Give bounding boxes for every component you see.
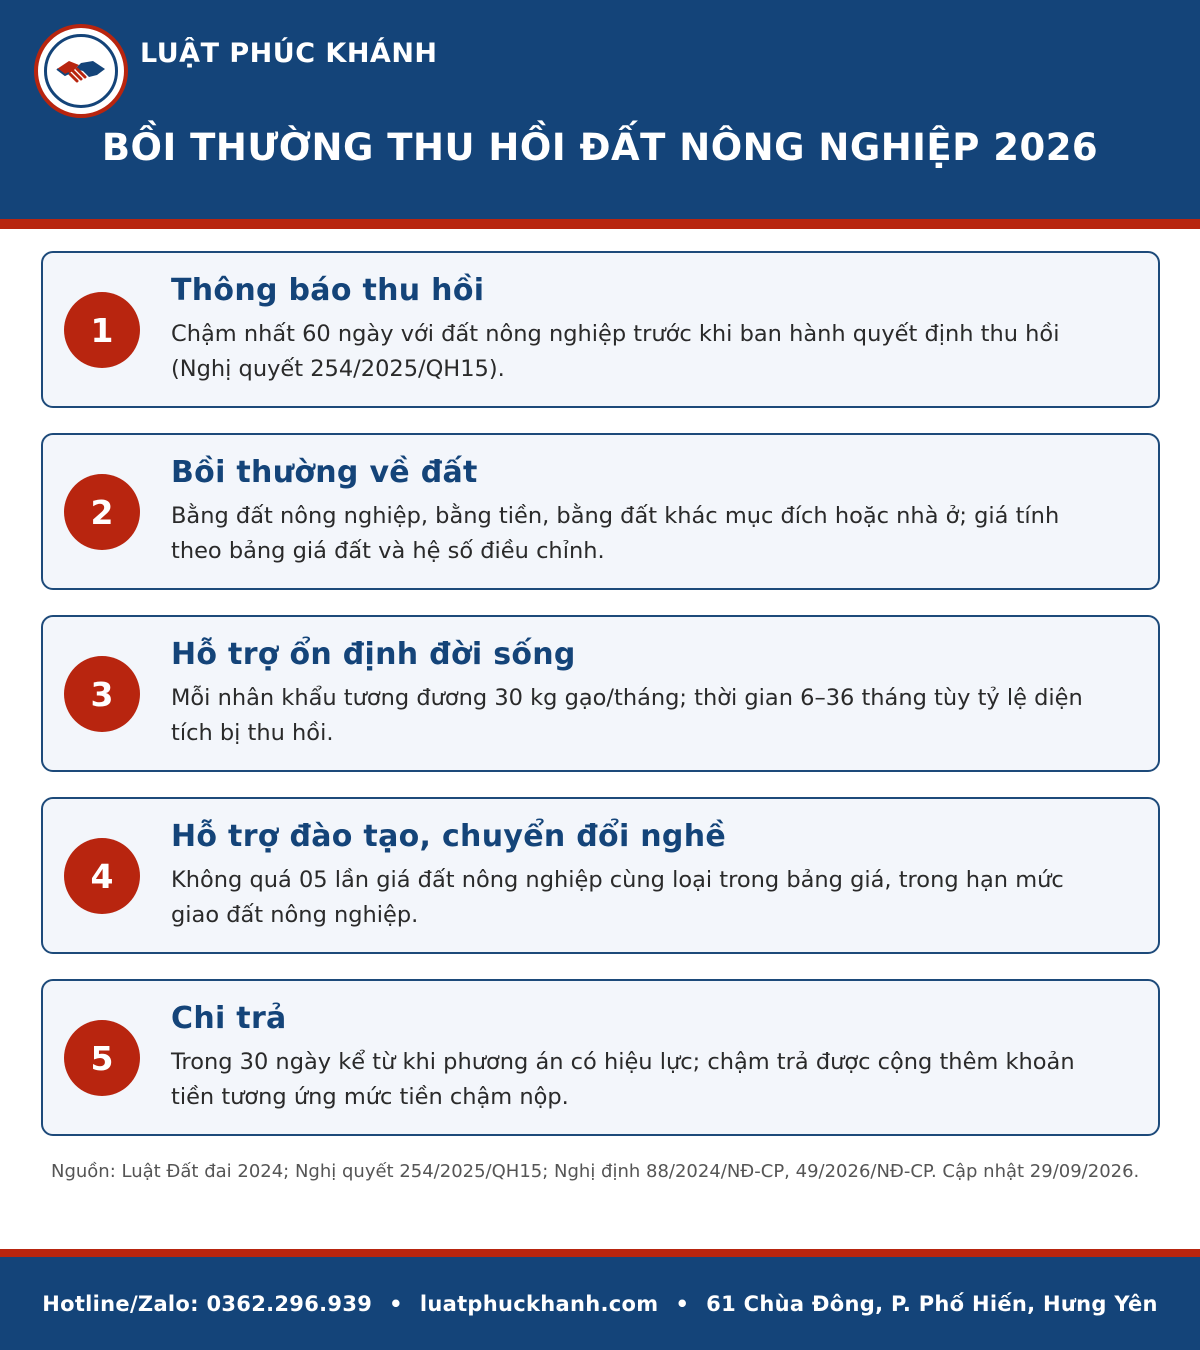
step-card-3 (41, 615, 1160, 772)
footer-separator: • (389, 1291, 403, 1316)
footer-hotline[interactable]: Hotline/Zalo: 0362.296.939 (42, 1291, 373, 1316)
handshake-icon (55, 53, 107, 89)
step-description: Mỗi nhân khẩu tương đương 30 kg gạo/tháng; thời gian 6–36 tháng tùy tỷ lệ diện tích bị thu hồi. (171, 685, 1083, 746)
logo-ring (44, 34, 118, 108)
step-description: Bằng đất nông nghiệp, bằng tiền, bằng đất khác mục đích hoặc nhà ở; giá tính theo bảng giá đất và hệ số điều chỉnh. (171, 503, 1060, 564)
page-title: BỒI THƯỜNG THU HỒI ĐẤT NÔNG NGHIỆP 2026 (101, 126, 1099, 169)
step-description: Không quá 05 lần giá đất nông nghiệp cùng loại trong bảng giá, trong hạn mức giao đất nông nghiệp. (171, 867, 1064, 928)
footer-separator: • (675, 1291, 690, 1316)
step-title: Thông báo thu hồi (171, 273, 485, 308)
step-number-badge: 5 (64, 1020, 140, 1096)
footer-bar (0, 1257, 1200, 1350)
step-title: Bồi thường về đất (171, 455, 478, 490)
source-note: Nguồn: Luật Đất đai 2024; Nghị quyết 254/2025/QH15; Nghị định 88/2024/NĐ-CP, 49/2026/NĐ-CP. Cập nhật 29/09/2026. (51, 1161, 1140, 1182)
step-number-badge: 4 (64, 838, 140, 914)
step-number-badge: 2 (64, 474, 140, 550)
step-card-1 (41, 251, 1160, 408)
step-title: Hỗ trợ ổn định đời sống (171, 637, 576, 672)
step-number-badge: 1 (64, 292, 140, 368)
step-card-2 (41, 433, 1160, 590)
brand-name: LUẬT PHÚC KHÁNH (140, 38, 438, 69)
step-card-4 (41, 797, 1160, 954)
footer-address: 61 Chùa Đông, P. Phố Hiến, Hưng Yên (706, 1291, 1158, 1316)
step-description: Chậm nhất 60 ngày với đất nông nghiệp trước khi ban hành quyết định thu hồi (Nghị quyết 254/2025/QH15). (171, 321, 1060, 382)
step-description: Trong 30 ngày kể từ khi phương án có hiệu lực; chậm trả được cộng thêm khoản tiền tương ứng mức tiền chậm nộp. (171, 1049, 1075, 1110)
step-title: Chi trả (171, 1001, 287, 1036)
step-card-5 (41, 979, 1160, 1136)
step-title: Hỗ trợ đào tạo, chuyển đổi nghề (171, 819, 727, 854)
footer-website-link[interactable]: luatphuckhanh.com (419, 1291, 659, 1316)
footer-stripe (0, 1249, 1200, 1257)
header-stripe (0, 219, 1200, 229)
header-banner (0, 0, 1200, 219)
logo (34, 24, 128, 118)
step-number-badge: 3 (64, 656, 140, 732)
